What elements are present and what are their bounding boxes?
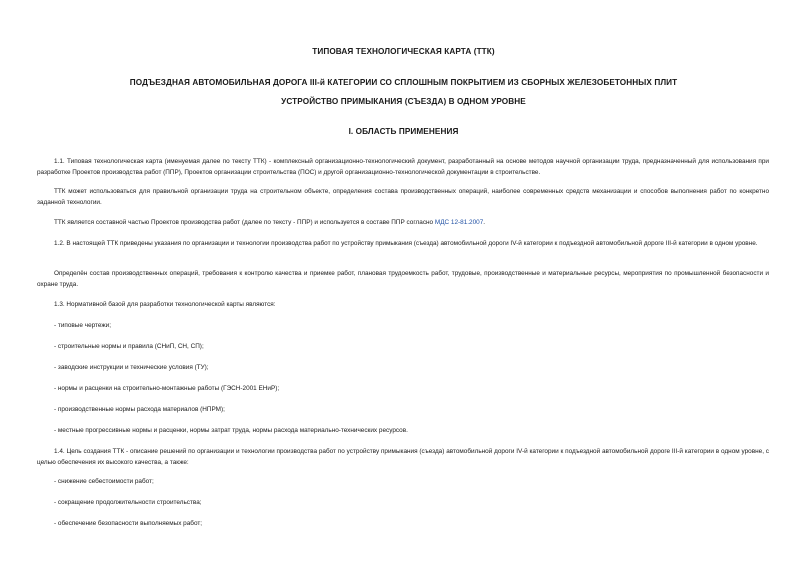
paragraph-ppr — [37, 217, 769, 228]
list-item: - нормы и расценки на строительно-монтажные работы (ГЭСН-2001 ЕНиР); — [54, 385, 280, 392]
doc-section-heading: УСТРОЙСТВО ПРИМЫКАНИЯ (СЪЕЗДА) В ОДНОМ УРОВНЕ — [281, 97, 526, 106]
list-item: - типовые чертежи; — [54, 322, 111, 329]
paragraph-1-2: 1.2. В настоящей ТТК приведены указания по организации и технологии производства работ по устройству примыкания (съезда) автомобильной дороги IV-й категории к подъездной автомобильной дороге III-й категории в одном уровне. — [54, 240, 758, 247]
paragraph-1-1: 1.1. Типовая технологическая карта (именуемая далее по тексту ТТК) - комплексный организационно-технологический документ, разработанный на основе методов научной организации труда, предназначенный для использования при разработке Проектов производства работ (ППР), Проектов организации строительства (ПОС) и другой организационно-технологической документации в строительстве. — [37, 158, 769, 176]
paragraph-usage: ТТК может использоваться для правильной организации труда на строительном объекте, определения состава производственных операций, наиболее современных средств механизации и способов выполнения работ по конкретно заданной технологии. — [37, 188, 769, 206]
doc-subtitle: ПОДЪЕЗДНАЯ АВТОМОБИЛЬНАЯ ДОРОГА III-й КАТЕГОРИИ СО СПЛОШНЫМ ПОКРЫТИЕМ ИЗ СБОРНЫХ ЖЕЛЕЗОБЕТОННЫХ ПЛИТ — [129, 78, 678, 87]
list-item: - заводские инструкции и технические условия (ТУ); — [54, 364, 209, 371]
section-heading: I. ОБЛАСТЬ ПРИМЕНЕНИЯ — [348, 127, 459, 136]
list-item: - сокращение продолжительности строительства; — [54, 499, 202, 506]
list-item: - производственные нормы расхода материалов (НПРМ); — [54, 406, 225, 413]
paragraph-1-3: 1.3. Нормативной базой для разработки технологической карты являются: — [54, 301, 276, 308]
mds-link[interactable]: МДС 12-81.2007 — [434, 219, 484, 226]
paragraph-composition: Определён состав производственных операций, требования к контролю качества и приемке работ, плановая трудоемкость работ, трудовые, производственные и материальные ресурсы, мероприятия по промышленной безопасности и охране труда. — [37, 270, 769, 288]
list-item: - снижение себестоимости работ; — [54, 478, 154, 485]
list-item: - строительные нормы и правила (СНиП, СН, СП); — [54, 343, 204, 350]
list-item: - местные прогрессивные нормы и расценки, нормы затрат труда, нормы расхода материально-технических ресурсов. — [54, 427, 408, 434]
paragraph-ppr-end: . — [483, 219, 486, 226]
paragraph-ppr-text: ТТК является составной частью Проектов производства работ (далее по тексту - ППР) и используется в составе ППР согласно — [54, 219, 435, 226]
paragraph-1-4: 1.4. Цель создания ТТК - описание решений по организации и технологии производства работ по устройству примыкания (съезда) автомобильной дороги IV-й категории к подъездной автомобильной дороге III-й категории в одном уровне, с целью обеспечения их высокого качества, а также: — [37, 448, 769, 466]
list-item: - обеспечение безопасности выполняемых работ; — [54, 520, 203, 527]
doc-title: ТИПОВАЯ ТЕХНОЛОГИЧЕСКАЯ КАРТА (ТТК) — [312, 47, 495, 56]
